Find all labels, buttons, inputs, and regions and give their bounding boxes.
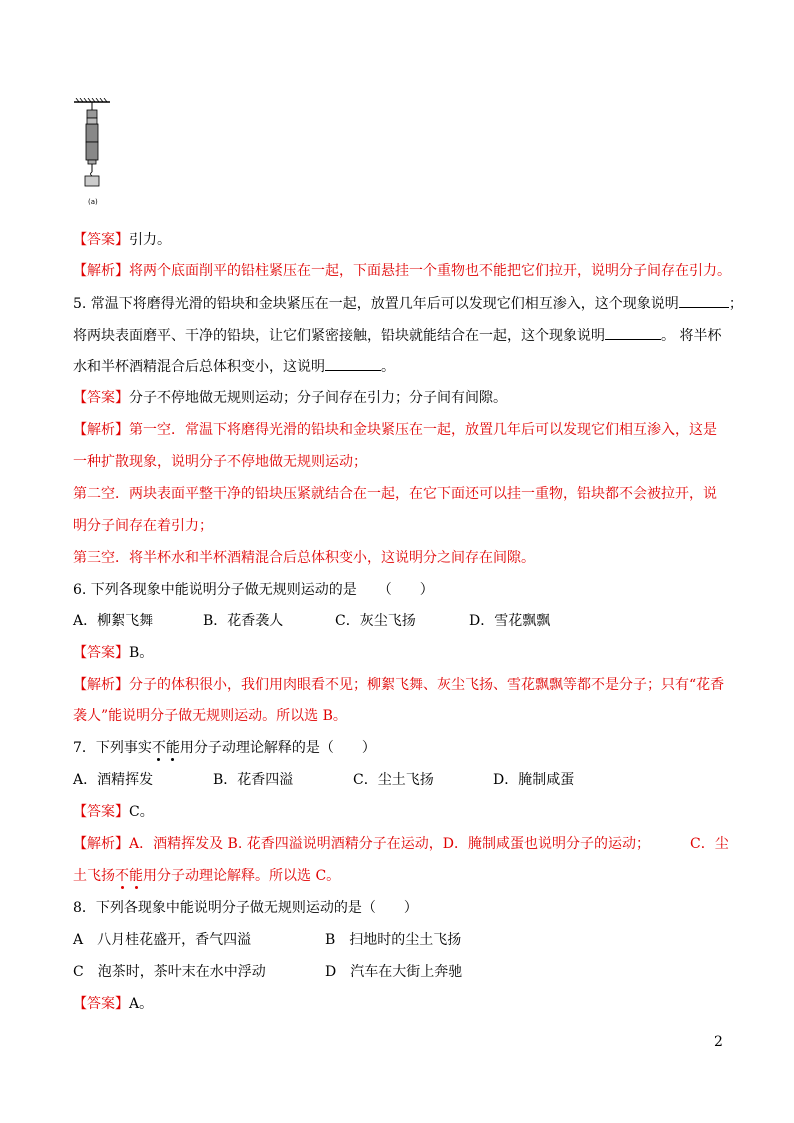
page-number: 2 [714,1034,723,1050]
q8-option-c: C 泡茶时，茶叶末在水中浮动 [73,964,266,980]
q6-stem: 6. 下列各现象中能说明分子做无规则运动的是 （ ） [73,582,434,598]
q6-analysis-1: 【解析】分子的体积很小，我们用肉眼看不见；柳絮飞舞、灰尘飞扬、雪花飘飘等都不是分子；只有“花香 [73,677,725,693]
q7-option-d: D．腌制咸蛋 [493,772,575,788]
q5-stem-line2: 将两块表面磨平、干净的铅块，让它们紧密接触，铅块就能结合在一起，这个现象说明 。 将半杯 [73,325,721,346]
q4-analysis: 【解析】将两个底面削平的铅柱紧压在一起，下面悬挂一个重物也不能把它们拉开，说明分子间存在引力。 [73,263,731,279]
figure-caption: (a) [88,198,98,206]
q4-answer: 【答案】引力。 [73,232,171,248]
q5-analysis-5: 第三空．将半杯水和半杯酒精混合后总体积变小，这说明分之间存在间隙。 [73,550,535,566]
q6-options [73,611,550,631]
q5-analysis-4: 明分子间存在着引力； [73,518,213,534]
q8-option-a: A 八月桂花盛开，香气四溢 [73,932,252,948]
q7-analysis-1: 【解析】A．酒精挥发及 B. 花香四溢说明酒精分子在运动，D．腌制咸蛋也说明分子的运动； [73,836,650,852]
q8-options-row-2 [73,962,462,982]
q7-option-b: B．花香四溢 [213,772,294,788]
lead-cylinders-figure [74,98,114,208]
q7-analysis-1-end: C．尘 [690,836,729,852]
q5-blank-3 [325,356,381,371]
q7-option-c: C．尘土飞扬 [353,772,434,788]
q7-option-a: A．酒精挥发 [73,772,154,788]
q8-options-row-1 [73,930,461,950]
q6-option-d: D．雪花飘飘 [469,613,551,629]
q7-analysis-2: 土飞扬不能用分子动理论解释。所以选 C。 [73,868,341,884]
q8-option-d: D 汽车在大街上奔驰 [325,964,463,980]
q5-analysis-1: 【解析】第一空．常温下将磨得光滑的铅块和金块紧压在一起，放置几年后可以发现它们相互渗入，这是 [73,422,717,438]
q5-answer: 【答案】分子不停地做无规则运动；分子间存在引力；分子间有间隙。 [73,390,507,406]
q5-blank-2 [605,325,661,340]
q5-stem-line3: 水和半杯酒精混合后总体积变小，这说明 。 [73,356,395,377]
q5-analysis-2: 一种扩散现象，说明分子不停地做无规则运动； [73,454,367,470]
q6-option-b: B．花香袭人 [203,613,284,629]
q8-stem: 8．下列各现象中能说明分子做无规则运动的是（ ） [73,900,418,916]
q6-option-c: C．灰尘飞扬 [335,613,416,629]
q6-answer: 【答案】B。 [73,645,154,661]
q5-analysis-3: 第二空．两块表面平整干净的铅块压紧就结合在一起，在它下面还可以挂一重物，铅块都不会被拉开，说 [73,486,717,502]
q5-stem-line1: 5. 常温下将磨得光滑的铅块和金块紧压在一起，放置几年后可以发现它们相互渗入，这个现象说明 ； [73,293,743,314]
q6-option-a: A．柳絮飞舞 [73,613,154,629]
q7-answer: 【答案】C。 [73,804,154,820]
q5-blank-1 [679,293,729,308]
q6-analysis-2: 袭人”能说明分子做无规则运动。所以选 B。 [73,708,347,724]
q7-options [73,770,574,790]
q7-stem: 7．下列事实不能用分子动理论解释的是（ ） [73,740,376,756]
q8-answer: 【答案】A。 [73,996,154,1012]
q8-option-b: B 扫地时的尘土飞扬 [325,932,462,948]
